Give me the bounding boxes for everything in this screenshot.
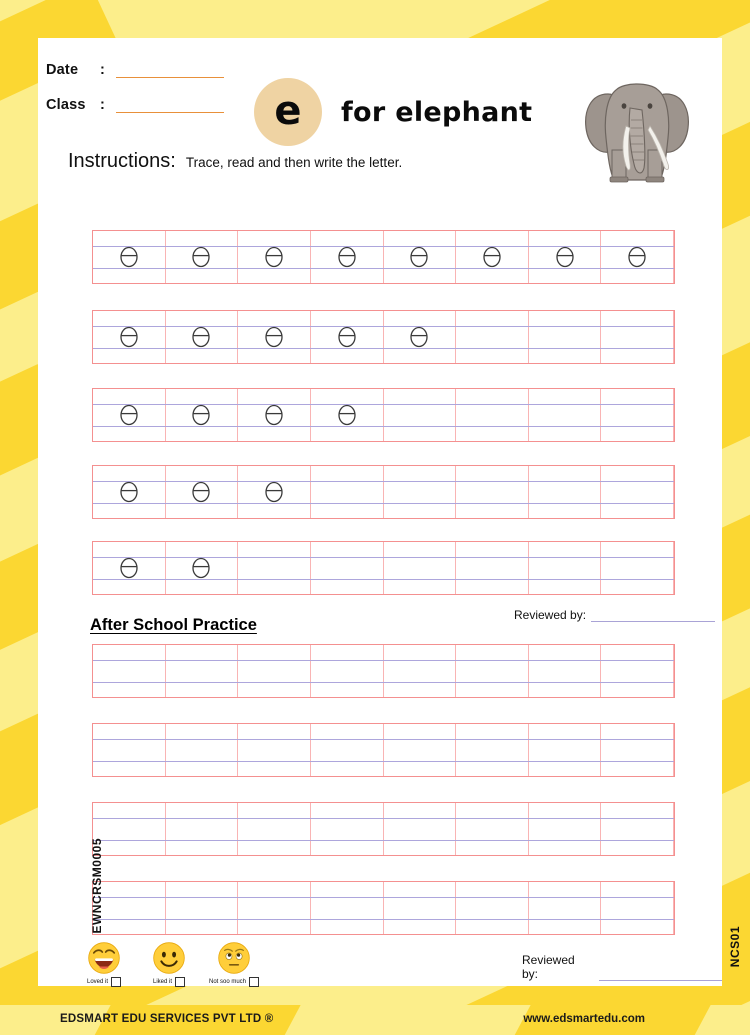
writing-cell[interactable] [311, 645, 384, 697]
guide-line-top [93, 897, 674, 898]
trace-letter-e [626, 244, 648, 270]
feedback-option[interactable] [208, 941, 260, 987]
writing-row[interactable] [92, 388, 675, 442]
letter-badge [254, 78, 322, 146]
guide-line-top [93, 557, 674, 558]
writing-cell[interactable] [529, 542, 602, 594]
writing-cell[interactable] [238, 231, 311, 283]
writing-cell[interactable] [456, 882, 529, 934]
writing-cell[interactable] [529, 803, 602, 855]
guide-line-bottom [93, 268, 674, 269]
writing-cell[interactable] [384, 389, 457, 441]
guide-line-bottom [93, 682, 674, 683]
feedback-option-label: Liked it [152, 979, 172, 985]
grinning-face-icon [87, 941, 121, 975]
writing-cell[interactable] [238, 882, 311, 934]
writing-cell[interactable] [311, 803, 384, 855]
writing-cell[interactable] [93, 466, 166, 518]
writing-cell[interactable] [601, 724, 674, 776]
writing-row[interactable] [92, 881, 675, 935]
reviewed-by-top [514, 608, 715, 622]
trace-letter-e [263, 324, 285, 350]
writing-cell[interactable] [384, 645, 457, 697]
worksheet-code-left: EWNCRSM0005 [90, 838, 104, 934]
writing-cell[interactable] [238, 311, 311, 363]
feedback-option-label: Not soo much [208, 979, 247, 985]
feedback-checkbox[interactable] [175, 977, 185, 987]
class-field-row [46, 97, 224, 113]
writing-cell[interactable] [384, 882, 457, 934]
guide-line-bottom [93, 426, 674, 427]
trace-letter-e [336, 324, 358, 350]
writing-cell[interactable] [311, 389, 384, 441]
trace-letter-e [118, 555, 140, 581]
worksheet-code-right: NCS01 [728, 926, 742, 968]
writing-cell[interactable] [601, 882, 674, 934]
guide-line-top [93, 818, 674, 819]
class-input[interactable] [116, 98, 224, 113]
letter-badge-character: e [274, 87, 302, 134]
trace-letter-e [263, 479, 285, 505]
writing-cell[interactable] [601, 803, 674, 855]
worksheet-header [38, 38, 722, 218]
writing-cell[interactable] [93, 724, 166, 776]
class-colon: : [100, 97, 105, 113]
writing-cell[interactable] [529, 466, 602, 518]
feedback-option-row [209, 977, 259, 987]
writing-cell[interactable] [601, 311, 674, 363]
letter-title-text: for elephant [341, 96, 533, 128]
trace-letter-e [118, 479, 140, 505]
writing-cell[interactable] [166, 466, 239, 518]
trace-letter-e [190, 402, 212, 428]
writing-cell[interactable] [311, 542, 384, 594]
reviewed-by-bottom [522, 953, 722, 981]
writing-cell[interactable] [529, 645, 602, 697]
feedback-option[interactable] [78, 941, 130, 987]
writing-cell[interactable] [601, 231, 674, 283]
date-colon: : [100, 62, 105, 78]
writing-cell[interactable] [166, 882, 239, 934]
writing-row[interactable] [92, 802, 675, 856]
footer-stripe [676, 1005, 750, 1035]
writing-cell[interactable] [166, 231, 239, 283]
writing-cell[interactable] [529, 311, 602, 363]
footer-company-name: EDSMART EDU SERVICES PVT LTD ® [60, 1013, 274, 1025]
writing-cell[interactable] [456, 724, 529, 776]
smiling-face-icon [152, 941, 186, 975]
writing-cell[interactable] [601, 466, 674, 518]
feedback-rating-row [78, 941, 260, 987]
writing-cell[interactable] [384, 724, 457, 776]
writing-cell[interactable] [311, 882, 384, 934]
writing-row[interactable] [92, 644, 675, 698]
writing-cell[interactable] [529, 389, 602, 441]
writing-cell[interactable] [529, 724, 602, 776]
guide-line-bottom [93, 840, 674, 841]
trace-letter-e [336, 244, 358, 270]
writing-cell[interactable] [456, 803, 529, 855]
footer-bar [0, 1005, 750, 1035]
writing-cell[interactable] [456, 466, 529, 518]
writing-row[interactable] [92, 230, 675, 284]
student-info-fields [46, 62, 224, 132]
date-label: Date [46, 62, 79, 78]
feedback-checkbox[interactable] [111, 977, 121, 987]
writing-cell[interactable] [238, 542, 311, 594]
feedback-option-label: Loved it [86, 979, 108, 985]
writing-cell[interactable] [311, 724, 384, 776]
writing-cell[interactable] [456, 389, 529, 441]
writing-cell[interactable] [384, 231, 457, 283]
writing-cell[interactable] [529, 882, 602, 934]
writing-cell[interactable] [93, 311, 166, 363]
guide-line-top [93, 246, 674, 247]
writing-cell[interactable] [166, 803, 239, 855]
trace-letter-e [190, 324, 212, 350]
writing-cell[interactable] [456, 231, 529, 283]
class-label: Class [46, 97, 86, 113]
writing-cell[interactable] [384, 311, 457, 363]
writing-row[interactable] [92, 541, 675, 595]
trace-letter-e [263, 244, 285, 270]
writing-cell[interactable] [166, 389, 239, 441]
guide-line-top [93, 660, 674, 661]
writing-cell[interactable] [601, 389, 674, 441]
writing-cell[interactable] [601, 645, 674, 697]
writing-cell[interactable] [93, 645, 166, 697]
guide-line-bottom [93, 503, 674, 504]
writing-row[interactable] [92, 310, 675, 364]
writing-cell[interactable] [238, 803, 311, 855]
feedback-option[interactable] [143, 941, 195, 987]
trace-letter-e [336, 402, 358, 428]
writing-cell[interactable] [93, 542, 166, 594]
elephant-illustration [572, 64, 702, 194]
writing-cell[interactable] [456, 542, 529, 594]
guide-line-top [93, 739, 674, 740]
guide-line-bottom [93, 348, 674, 349]
writing-cell[interactable] [456, 645, 529, 697]
trace-letter-e [554, 244, 576, 270]
after-school-practice-heading: After School Practice [90, 616, 257, 634]
guide-line-bottom [93, 761, 674, 762]
writing-row[interactable] [92, 723, 675, 777]
guide-line-bottom [93, 579, 674, 580]
feedback-checkbox[interactable] [249, 977, 259, 987]
feedback-option-row [87, 977, 121, 987]
trace-letter-e [118, 244, 140, 270]
trace-letter-e [190, 555, 212, 581]
writing-cell[interactable] [238, 724, 311, 776]
date-field-row [46, 62, 224, 78]
instructions-label: Instructions: [68, 150, 176, 172]
writing-cell[interactable] [166, 645, 239, 697]
writing-cell[interactable] [384, 466, 457, 518]
writing-cell[interactable] [529, 231, 602, 283]
writing-cell[interactable] [166, 542, 239, 594]
trace-letter-e [118, 324, 140, 350]
trace-letter-e [190, 479, 212, 505]
worksheet-page [38, 38, 742, 986]
writing-cell[interactable] [238, 389, 311, 441]
writing-cell[interactable] [93, 389, 166, 441]
trace-letter-e [118, 402, 140, 428]
instructions-block [68, 150, 402, 173]
writing-row[interactable] [92, 465, 675, 519]
trace-letter-e [190, 244, 212, 270]
writing-cell[interactable] [311, 311, 384, 363]
guide-line-top [93, 404, 674, 405]
reviewed-by-label: Reviewed by: [522, 953, 575, 981]
guide-line-top [93, 326, 674, 327]
guide-line-top [93, 481, 674, 482]
trace-letter-e [263, 402, 285, 428]
feedback-option-row [153, 977, 185, 987]
footer-stripe [266, 1005, 544, 1035]
reviewed-by-label: Reviewed by: [514, 608, 587, 622]
guide-line-bottom [93, 919, 674, 920]
footer-website-link[interactable]: www.edsmartedu.com [523, 1013, 645, 1025]
trace-letter-e [408, 244, 430, 270]
writing-cell[interactable] [601, 542, 674, 594]
writing-cell[interactable] [311, 466, 384, 518]
writing-cell[interactable] [238, 645, 311, 697]
writing-cell[interactable] [166, 311, 239, 363]
trace-letter-e [481, 244, 503, 270]
writing-cell[interactable] [238, 466, 311, 518]
writing-cell[interactable] [384, 803, 457, 855]
worried-face-icon [217, 941, 251, 975]
writing-cell[interactable] [93, 231, 166, 283]
writing-cell[interactable] [384, 542, 457, 594]
writing-cell[interactable] [311, 231, 384, 283]
reviewed-by-input[interactable] [591, 609, 715, 622]
instructions-text: Trace, read and then write the letter. [185, 155, 403, 170]
reviewed-by-input[interactable] [599, 968, 722, 981]
date-input[interactable] [116, 63, 224, 78]
trace-letter-e [408, 324, 430, 350]
letter-title-block [254, 78, 532, 146]
writing-cell[interactable] [456, 311, 529, 363]
writing-cell[interactable] [166, 724, 239, 776]
